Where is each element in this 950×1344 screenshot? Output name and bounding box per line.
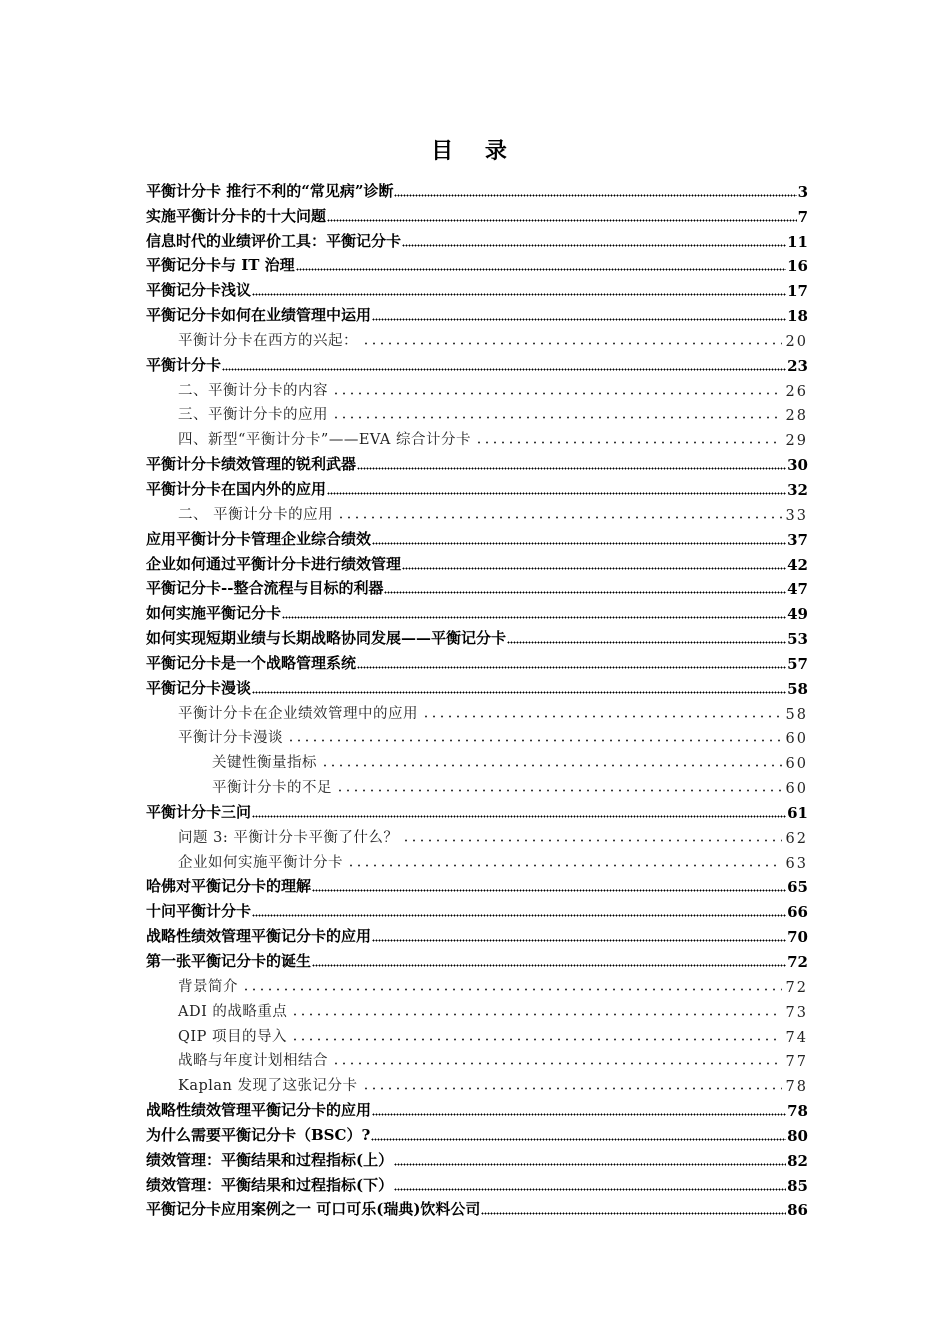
toc-entry[interactable] (146, 524, 808, 549)
toc-entry[interactable] (146, 996, 808, 1021)
toc-entry[interactable] (146, 325, 808, 350)
dot-leader (394, 1163, 786, 1166)
toc-entry-title: 平衡计分卡漫谈 (178, 730, 283, 747)
toc-entry-page-number: 82 (787, 1151, 808, 1170)
toc-entry-title: 应用平衡计分卡管理企业综合绩效 (146, 529, 372, 548)
toc-entry-title: 第一张平衡记分卡的诞生 (146, 952, 312, 970)
toc-entry[interactable] (146, 747, 808, 772)
dot-leader (282, 616, 786, 619)
dot-leader (371, 1138, 786, 1141)
toc-entry[interactable] (146, 723, 808, 748)
dot-leader (252, 815, 786, 818)
toc-entry-page-number: 11 (787, 232, 808, 251)
toc-entry[interactable] (146, 176, 808, 201)
dot-leader (475, 441, 782, 444)
toc-entry-title: ADI 的战略重点 (178, 1003, 288, 1020)
dot-leader (252, 293, 786, 296)
toc-entry-title: 企业如何通过平衡计分卡进行绩效管理 (146, 554, 402, 573)
toc-entry-page-number: 80 (787, 1126, 808, 1145)
toc-entry-title: 如何实施平衡记分卡 (146, 604, 282, 623)
toc-entry-page-number: 66 (787, 903, 808, 922)
dot-leader (242, 988, 782, 991)
toc-entry-title: QIP 项目的导入 (178, 1028, 287, 1045)
dot-leader (402, 567, 786, 570)
toc-entry[interactable] (146, 251, 808, 276)
toc-entry[interactable] (146, 449, 808, 474)
toc-entry-page-number: 26 (785, 383, 808, 400)
toc-entry-title: 二、平衡计分卡的内容 (178, 382, 328, 399)
dot-leader (312, 964, 786, 967)
toc-entry-page-number: 61 (787, 803, 808, 822)
toc-entry[interactable] (146, 1170, 808, 1195)
toc-entry[interactable] (146, 698, 808, 723)
toc-entry-title: 四、新型“平衡计分卡”——EVA 综合计分卡 (178, 432, 471, 449)
dot-leader (402, 244, 786, 247)
toc-entry-page-number: 74 (785, 1029, 808, 1046)
toc-entry-page-number: 60 (785, 731, 808, 748)
toc-entry-title: Kaplan 发现了这张记分卡 (178, 1078, 358, 1095)
toc-entry[interactable] (146, 300, 808, 325)
toc-entry[interactable] (146, 549, 808, 574)
toc-entry-title: 平衡计分卡在西方的兴起： (178, 332, 358, 349)
toc-entry-title: 平衡计分卡 (146, 355, 222, 374)
dot-leader (252, 691, 786, 694)
dot-leader (394, 1188, 786, 1191)
dot-leader (321, 764, 782, 767)
toc-entry-page-number: 47 (787, 580, 808, 599)
dot-leader (507, 641, 786, 644)
toc-entry[interactable] (146, 772, 808, 797)
dot-leader (296, 268, 787, 271)
toc-entry[interactable] (146, 499, 808, 524)
dot-leader (481, 1212, 786, 1215)
toc-entry[interactable] (146, 921, 808, 946)
toc-entry-page-number: 60 (785, 781, 808, 798)
toc-entry-page-number: 37 (787, 530, 808, 549)
toc-entry-page-number: 23 (787, 356, 808, 375)
dot-leader (362, 1087, 782, 1090)
toc-entry-page-number: 32 (787, 480, 808, 499)
toc-entry-page-number: 62 (785, 830, 808, 847)
toc-entry-page-number: 49 (787, 605, 808, 624)
dot-leader (384, 591, 786, 594)
toc-entry-title: 平衡计分卡的不足 (212, 780, 332, 797)
dot-leader (402, 839, 781, 842)
toc-entry[interactable] (146, 797, 808, 822)
toc-entry[interactable] (146, 474, 808, 499)
dot-leader (372, 318, 786, 321)
toc-entry-title: 平衡计分卡绩效管理的锐利武器 (146, 455, 357, 474)
toc-entry-page-number: 17 (787, 282, 808, 301)
dot-leader (362, 342, 782, 345)
toc-entry-title: 平衡计分卡 推行不利的“常见病”诊断 (146, 181, 394, 200)
toc-entry-title: 哈佛对平衡记分卡的理解 (146, 877, 312, 896)
toc-entry-page-number: 53 (787, 630, 808, 649)
toc-entry[interactable] (146, 971, 808, 996)
dot-leader (357, 467, 786, 470)
toc-entry-title: 平衡计分卡在企业绩效管理中的应用 (178, 705, 418, 722)
toc-entry-title: 平衡记分卡与 IT 治理 (146, 256, 295, 275)
toc-entry[interactable] (146, 1095, 808, 1120)
toc-entry-title: 关键性衡量指标 (212, 755, 317, 772)
dot-leader (332, 392, 782, 395)
toc-entry-page-number: 77 (785, 1054, 808, 1071)
toc-entry-page-number: 30 (787, 456, 808, 475)
toc-entry[interactable] (146, 226, 808, 251)
toc-entry[interactable] (146, 350, 808, 375)
toc-entry-title: 平衡记分卡应用案例之一 可口可乐(瑞典)饮料公司 (146, 1200, 481, 1219)
dot-leader (337, 516, 781, 519)
toc-entry[interactable] (146, 375, 808, 400)
dot-leader (327, 219, 797, 222)
toc-entry-page-number: 65 (787, 878, 808, 897)
toc-entry-title: 平衡计分卡在国内外的应用 (146, 479, 327, 498)
toc-entry-title: 实施平衡计分卡的十大问题 (146, 206, 327, 225)
page-title: 目 录 (431, 138, 519, 164)
toc-entry-page-number: 63 (785, 855, 808, 872)
toc-entry[interactable] (146, 201, 808, 226)
toc-entry-title: 战略性绩效管理平衡记分卡的应用 (146, 1101, 372, 1120)
toc-entry-page-number: 70 (787, 928, 808, 947)
toc-entry[interactable] (146, 896, 808, 921)
dot-leader (312, 889, 786, 892)
toc-entry-page-number: 72 (785, 979, 808, 996)
toc-entry-title: 企业如何实施平衡计分卡 (178, 854, 343, 871)
toc-entry[interactable] (146, 623, 808, 648)
toc-entry[interactable] (146, 1021, 808, 1046)
toc-entry[interactable] (146, 648, 808, 673)
toc-entry-page-number: 16 (787, 257, 808, 276)
toc-entry-title: 平衡记分卡--整合流程与目标的利器 (146, 579, 384, 598)
dot-leader (372, 939, 786, 942)
dot-leader (332, 1062, 782, 1065)
dot-leader (332, 416, 782, 419)
toc-entry-page-number: 58 (787, 679, 808, 698)
toc-entry[interactable] (146, 424, 808, 449)
toc-entry-title: 平衡记分卡漫谈 (146, 678, 252, 697)
toc-entry[interactable] (146, 1046, 808, 1071)
toc-entry-page-number: 72 (787, 953, 808, 971)
toc-entry[interactable] (146, 1120, 808, 1145)
dot-leader (372, 1113, 786, 1116)
toc-entry-page-number: 33 (785, 507, 808, 524)
dot-leader (287, 739, 782, 742)
toc-entry-title: 如何实现短期业绩与长期战略协同发展——平衡记分卡 (146, 629, 507, 648)
toc-entry-page-number: 78 (787, 1102, 808, 1121)
toc-entry-page-number: 86 (787, 1201, 808, 1220)
dot-leader (291, 1013, 781, 1016)
toc-entry[interactable] (146, 673, 808, 698)
toc-entry-page-number: 60 (785, 756, 808, 773)
dot-leader (252, 914, 786, 917)
toc-entry[interactable] (146, 847, 808, 872)
toc-entry-title: 十问平衡计分卡 (146, 902, 252, 921)
toc-entry[interactable] (146, 946, 808, 971)
toc-entry-title: 平衡记分卡是一个战略管理系统 (146, 653, 357, 672)
dot-leader (327, 492, 786, 495)
toc-entry[interactable] (146, 1195, 808, 1220)
toc-entry-page-number: 7 (797, 207, 808, 226)
toc-entry[interactable] (146, 1145, 808, 1170)
toc-entry[interactable] (146, 872, 808, 897)
toc-entry[interactable] (146, 400, 808, 425)
toc-entry[interactable] (146, 822, 808, 847)
toc-entry-page-number: 3 (797, 182, 808, 201)
toc-entry-page-number: 20 (785, 333, 808, 350)
toc-entry-title: 战略与年度计划相结合 (178, 1053, 328, 1070)
toc-entry-title: 平衡计分卡三问 (146, 802, 252, 821)
toc-entry-page-number: 29 (785, 433, 808, 450)
toc-entry-title: 战略性绩效管理平衡记分卡的应用 (146, 927, 372, 946)
toc-entry-title: 平衡记分卡如何在业绩管理中运用 (146, 306, 372, 325)
toc-entry-page-number: 58 (785, 706, 808, 723)
table-of-contents (146, 176, 808, 1219)
dot-leader (291, 1038, 782, 1041)
toc-entry-page-number: 78 (785, 1079, 808, 1096)
dot-leader (394, 194, 796, 197)
toc-entry-page-number: 28 (785, 408, 808, 425)
toc-entry-page-number: 73 (785, 1004, 808, 1021)
toc-entry-title: 信息时代的业绩评价工具：平衡记分卡 (146, 231, 402, 250)
toc-entry-title: 平衡记分卡浅议 (146, 281, 252, 300)
toc-entry[interactable] (146, 574, 808, 599)
toc-entry-page-number: 42 (787, 555, 808, 574)
toc-entry[interactable] (146, 1070, 808, 1095)
toc-entry-page-number: 57 (787, 654, 808, 673)
toc-entry-title: 二、 平衡计分卡的应用 (178, 506, 334, 523)
toc-entry-title: 绩效管理：平衡结果和过程指标(上） (146, 1150, 394, 1169)
dot-leader (336, 789, 782, 792)
dot-leader (372, 542, 786, 545)
toc-entry-page-number: 85 (787, 1176, 808, 1195)
toc-entry[interactable] (146, 275, 808, 300)
dot-leader (422, 715, 782, 718)
toc-entry-title: 绩效管理：平衡结果和过程指标(下） (146, 1175, 394, 1194)
toc-entry[interactable] (146, 598, 808, 623)
dot-leader (357, 666, 786, 669)
toc-entry-title: 背景简介 (178, 978, 238, 995)
dot-leader (222, 368, 786, 371)
toc-entry-title: 三、平衡计分卡的应用 (178, 407, 328, 424)
toc-entry-title: 问题 3: 平衡计分卡平衡了什么？ (178, 829, 399, 846)
toc-entry-title: 为什么需要平衡记分卡（BSC）? (146, 1125, 371, 1144)
dot-leader (347, 864, 782, 867)
toc-entry-page-number: 18 (787, 307, 808, 326)
